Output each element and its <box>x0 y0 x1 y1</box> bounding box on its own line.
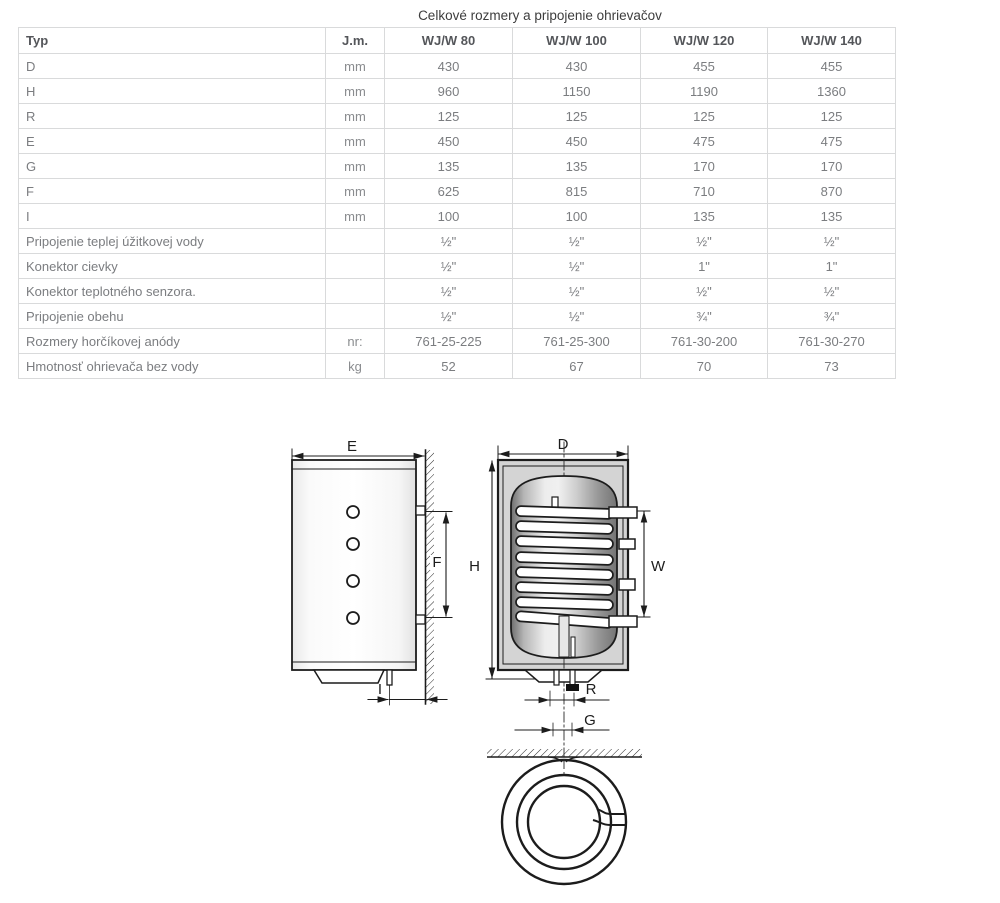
dim-label-F: F <box>432 554 442 571</box>
table-row <box>19 254 896 279</box>
row-value-cell: 430 <box>513 54 641 79</box>
row-unit-cell: mm <box>326 154 385 179</box>
heater-body-side <box>292 460 416 670</box>
anode-rod-bottom <box>571 637 575 657</box>
row-value-cell: 475 <box>641 129 768 154</box>
row-value-cell: ½" <box>768 279 896 304</box>
row-value-cell: ½" <box>641 229 768 254</box>
table-row <box>19 104 896 129</box>
row-value-cell: 960 <box>385 79 513 104</box>
col-header-typ: Typ <box>19 28 326 54</box>
row-value-cell: 450 <box>513 129 641 154</box>
row-value-cell: 135 <box>513 154 641 179</box>
row-unit-cell: kg <box>326 354 385 379</box>
spec-table-body <box>19 54 896 379</box>
dim-label-E: E <box>346 438 358 455</box>
dim-label-I: I <box>377 681 383 698</box>
bottom-view-diagram <box>487 749 642 884</box>
dim-G <box>515 712 609 736</box>
row-label-cell: Hmotnosť ohrievača bez vody <box>19 354 326 379</box>
row-value-cell: 100 <box>513 204 641 229</box>
row-value-cell: 67 <box>513 354 641 379</box>
row-value-cell: 455 <box>768 54 896 79</box>
dim-label-H: H <box>469 558 480 575</box>
dim-W <box>637 511 666 617</box>
row-value-cell: 761-25-225 <box>385 329 513 354</box>
row-value-cell: 170 <box>641 154 768 179</box>
row-unit-cell: mm <box>326 179 385 204</box>
table-row <box>19 179 896 204</box>
wall-hatch-left <box>426 450 435 704</box>
row-value-cell: 70 <box>641 354 768 379</box>
row-value-cell: 625 <box>385 179 513 204</box>
row-unit-cell: mm <box>326 129 385 154</box>
row-value-cell: ½" <box>513 304 641 329</box>
row-value-cell: ½" <box>385 229 513 254</box>
coil-pipe-top <box>609 507 637 518</box>
col-header-wjw140: WJ/W 140 <box>768 28 896 54</box>
stub-upper <box>619 539 635 549</box>
dim-E <box>292 438 424 461</box>
row-value-cell: ½" <box>385 304 513 329</box>
table-row <box>19 129 896 154</box>
dim-D <box>498 436 628 461</box>
heating-element <box>559 616 569 657</box>
cross-section-diagram <box>469 436 666 757</box>
coil-pipe-bottom <box>609 616 637 627</box>
dim-label-D: D <box>557 436 569 453</box>
row-unit-cell: mm <box>326 104 385 129</box>
table-row <box>19 279 896 304</box>
mount-bracket-top <box>416 506 425 515</box>
spec-table <box>18 27 896 379</box>
row-value-cell: 455 <box>641 54 768 79</box>
row-value-cell: 870 <box>768 179 896 204</box>
row-unit-cell <box>326 254 385 279</box>
row-label-cell: H <box>19 79 326 104</box>
side-view-diagram <box>292 438 452 705</box>
row-value-cell: 430 <box>385 54 513 79</box>
table-row <box>19 204 896 229</box>
col-header-wjw80: WJ/W 80 <box>385 28 513 54</box>
col-header-wjw100: WJ/W 100 <box>513 28 641 54</box>
row-unit-cell: mm <box>326 54 385 79</box>
row-value-cell: 761-30-270 <box>768 329 896 354</box>
row-value-cell: 125 <box>385 104 513 129</box>
header-row <box>19 28 896 54</box>
row-unit-cell <box>326 279 385 304</box>
table-row <box>19 229 896 254</box>
row-value-cell: 815 <box>513 179 641 204</box>
row-value-cell: 135 <box>385 154 513 179</box>
dim-label-R: R <box>585 681 597 698</box>
row-value-cell: ½" <box>641 279 768 304</box>
row-value-cell: ½" <box>513 254 641 279</box>
table-row <box>19 54 896 79</box>
table-row <box>19 304 896 329</box>
row-value-cell: 73 <box>768 354 896 379</box>
dim-label-W: W <box>651 558 666 575</box>
cold-water-pipe <box>554 670 559 685</box>
safety-valve <box>566 684 579 691</box>
dim-I <box>368 681 447 705</box>
technical-drawing <box>0 427 1000 900</box>
row-label-cell: Pripojenie obehu <box>19 304 326 329</box>
row-value-cell: ½" <box>385 254 513 279</box>
row-value-cell: 135 <box>641 204 768 229</box>
table-row <box>19 329 896 354</box>
row-label-cell: G <box>19 154 326 179</box>
row-value-cell: 1360 <box>768 79 896 104</box>
row-value-cell: ½" <box>768 229 896 254</box>
coil-ring-inner <box>528 786 600 858</box>
row-value-cell: 450 <box>385 129 513 154</box>
row-value-cell: ¾" <box>641 304 768 329</box>
row-unit-cell: nr: <box>326 329 385 354</box>
row-value-cell: 761-30-200 <box>641 329 768 354</box>
row-value-cell: 170 <box>768 154 896 179</box>
table-row <box>19 154 896 179</box>
wall-hatch-bottom <box>487 749 642 757</box>
row-value-cell: 1150 <box>513 79 641 104</box>
row-value-cell: 100 <box>385 204 513 229</box>
outlet-pipe-side <box>387 670 392 685</box>
row-label-cell: D <box>19 54 326 79</box>
row-unit-cell: mm <box>326 204 385 229</box>
row-label-cell: I <box>19 204 326 229</box>
col-header-jm: J.m. <box>326 28 385 54</box>
row-value-cell: 52 <box>385 354 513 379</box>
col-header-wjw120: WJ/W 120 <box>641 28 768 54</box>
row-unit-cell: mm <box>326 79 385 104</box>
mount-bracket-bottom <box>416 615 425 624</box>
row-label-cell: E <box>19 129 326 154</box>
dim-label-G: G <box>584 712 596 729</box>
row-label-cell: R <box>19 104 326 129</box>
table-row <box>19 79 896 104</box>
row-value-cell: 761-25-300 <box>513 329 641 354</box>
row-label-cell: F <box>19 179 326 204</box>
table-row <box>19 354 896 379</box>
row-label-cell: Konektor cievky <box>19 254 326 279</box>
row-value-cell: ½" <box>385 279 513 304</box>
row-unit-cell <box>326 229 385 254</box>
row-value-cell: 1190 <box>641 79 768 104</box>
row-value-cell: 1" <box>768 254 896 279</box>
row-value-cell: 475 <box>768 129 896 154</box>
row-label-cell: Rozmery horčíkovej anódy <box>19 329 326 354</box>
row-value-cell: 1" <box>641 254 768 279</box>
row-value-cell: 135 <box>768 204 896 229</box>
row-value-cell: 125 <box>641 104 768 129</box>
row-value-cell: ½" <box>513 229 641 254</box>
bottom-tray-side <box>314 670 384 683</box>
row-value-cell: 125 <box>513 104 641 129</box>
row-value-cell: ¾" <box>768 304 896 329</box>
row-value-cell: 125 <box>768 104 896 129</box>
table-title: Celkové rozmery a pripojenie ohrievačov <box>418 8 662 23</box>
row-value-cell: ½" <box>513 279 641 304</box>
row-label-cell: Pripojenie teplej úžitkovej vody <box>19 229 326 254</box>
row-unit-cell <box>326 304 385 329</box>
row-value-cell: 710 <box>641 179 768 204</box>
row-label-cell: Konektor teplotného senzora. <box>19 279 326 304</box>
stub-lower <box>619 579 635 590</box>
